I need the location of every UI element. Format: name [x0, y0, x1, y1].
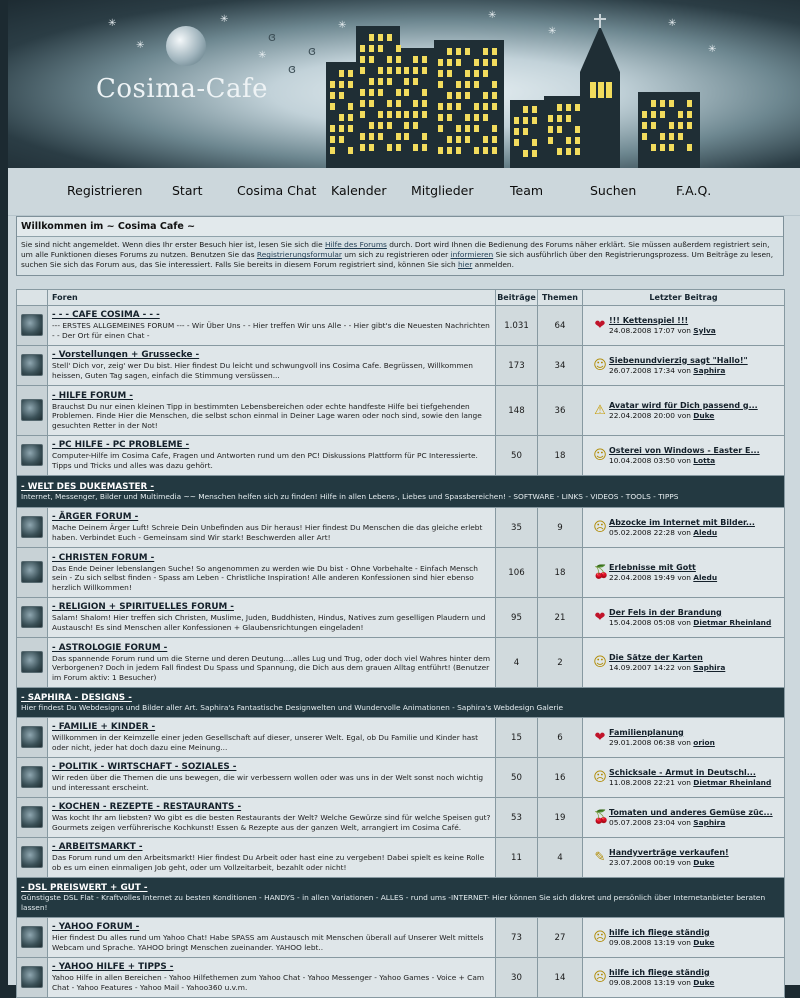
topic-count: 18: [538, 548, 583, 598]
welcome-title: Willkommen im ~ Cosima Cafe ~: [17, 217, 783, 237]
star-icon: ✳: [338, 20, 347, 31]
forum-description: Was kocht Ihr am liebsten? Wo gibt es die besten Restaurants der Welt? Welche Gewürze sind für welche Speisen gut? Gourmets zeigen verführerische Kochkunst! Essen & Rezepte aus der ganzen Welt, arrangiert im Cosima Café.: [52, 813, 491, 832]
nav-register[interactable]: Registrieren: [67, 183, 143, 198]
topic-count: 4: [538, 838, 583, 878]
forum-status-icon: [21, 516, 43, 538]
note-icon: ✎: [594, 849, 606, 865]
login-link[interactable]: hier: [457, 260, 473, 270]
sad-icon: ☹: [593, 769, 607, 785]
last-post-title[interactable]: Familienplanung: [609, 727, 684, 737]
forum-status-icon: [21, 846, 43, 868]
last-post-user[interactable]: Dietmar Rheinland: [693, 617, 772, 627]
forum-row: - FAMILIE + KINDER - Willkommen in der Keimzelle einer jeden Gesellschaft auf dieser, unserer Welt. Egal, ob Du Familie und Kinder hast oder nicht, jeder hat doch dazu eine Meinung... 15 6 ❤ Familienplanung 29.01.2008 06:38 von orion: [17, 718, 785, 758]
forum-status-icon: [21, 926, 43, 948]
forum-name[interactable]: - - - CAFE COSIMA - - -: [52, 310, 160, 321]
category-name[interactable]: - DSL PREISWERT + GUT -: [21, 882, 148, 893]
last-post-user[interactable]: Duke: [693, 937, 715, 947]
category-row: [17, 476, 785, 508]
forum-status-icon: [21, 606, 43, 628]
forum-name[interactable]: - ARBEITSMARKT -: [52, 842, 143, 853]
forum-name[interactable]: - YAHOO HILFE + TIPPS -: [52, 962, 174, 973]
forum-status-icon: [21, 726, 43, 748]
last-post-title[interactable]: Tomaten und anderes Gemüse züc...: [609, 807, 773, 817]
last-post-title[interactable]: hilfe ich fliege ständig: [609, 967, 710, 977]
last-post-title[interactable]: Die Sätze der Karten: [609, 652, 703, 662]
post-count: 50: [496, 758, 538, 798]
smile-icon: ☺: [593, 357, 607, 373]
forum-status-icon: [21, 354, 43, 376]
forum-row: - Vorstellungen + Grussecke - Stell' Dich vor, zeig' wer Du bist. Hier findest Du leicht und schwungvoll ins Cosima Cafe. Begrüssen, Willkommen heissen, Guten Tag sagen, einfach die Stimmung versüssen... 173 34 ☺ Siebenundvierzig sagt "Hallo!" 26.07.2008 17:34 von Saphira: [17, 346, 785, 386]
last-post-title[interactable]: Osterei von Windows - Easter E...: [609, 445, 760, 455]
forum-description: Yahoo Hilfe in allen Bereichen - Yahoo Hilfethemen zum Yahoo Chat - Yahoo Messenger - Yahoo Games - Voice + Cam Chat - Yahoo Features - Yahoo Mail - Yahoo360 u.v.m.: [52, 973, 485, 992]
forum-row: - HILFE FORUM - Brauchst Du nur einen kleinen Tipp in bestimmten Lebensbereichen oder echte handfeste Hilfe bei tiefgehenden Problemen. Finde Hier die Menschen, die selbst schon einmal in Deiner Lage waren oder noch sind, sowie den lange gesuchten Retter in der Not! 148 36 ⚠ Avatar wird für Dich passend g... 22.04.2008 20:00 von Duke: [17, 386, 785, 436]
forum-status-icon: [21, 444, 43, 466]
forum-description: Computer-Hilfe im Cosima Cafe, Fragen und Antworten rund um den PC! Diskussions Plattform für PC Interessierte. Tipps und Tricks und alles was dazu gehört.: [52, 451, 478, 470]
bird-icon: ɞ: [268, 30, 276, 44]
last-post-title[interactable]: Der Fels in der Brandung: [609, 607, 722, 617]
last-post-title[interactable]: hilfe ich fliege ständig: [609, 927, 710, 937]
forum-row: - POLITIK - WIRTSCHAFT - SOZIALES - Wir reden über die Themen die uns bewegen, die wir verbessern wollen oder was uns in der Welt sonst noch wichtig und interessant erscheint. 50 16 ☹ Schicksale - Armut in Deutschl... 11.08.2008 22:21 von Dietmar Rheinland: [17, 758, 785, 798]
forum-row: - - - CAFE COSIMA - - - --- ERSTES ALLGEMEINES FORUM --- - Wir Über Uns - - Hier treffen Wir uns Alle - - Hier gibt's die Neuesten Nachrichten - - Der Ort für einen Chat - 1.031 64 ❤ !!! Kettenspiel !!! 24.08.2008 17:07 von Sylva: [17, 306, 785, 346]
topic-count: 21: [538, 598, 583, 638]
forum-status-icon: [21, 766, 43, 788]
last-post-user[interactable]: Sylva: [693, 325, 716, 335]
forum-name[interactable]: - PC HILFE - PC PROBLEME -: [52, 440, 190, 451]
forum-status-icon: [21, 806, 43, 828]
forum-table-header: [17, 290, 785, 306]
last-post-date: 15.04.2008 05:08: [609, 617, 675, 627]
col-last-post: Letzter Beitrag: [583, 290, 785, 306]
post-count: 11: [496, 838, 538, 878]
forum-description: Das spannende Forum rund um die Sterne und deren Deutung....alles Lug und Trug, oder doch viel Wahres hinter dem Verborgenen? Doch in jedem Fall findest Du Spass und Spannung, die Dich aus dem grauen Alltag entführt! (Benutzer im Forum aktiv: 1 Besucher): [52, 653, 491, 682]
last-post-user[interactable]: orion: [693, 737, 715, 747]
star-icon: ✳: [258, 50, 267, 61]
forum-name[interactable]: - HILFE FORUM -: [52, 390, 133, 401]
nav-team[interactable]: Team: [510, 183, 544, 198]
city-skyline-graphic: [298, 0, 728, 168]
forum-description: Mache Deinem Ärger Luft! Schreie Dein Unbefinden aus Dir heraus! Hier findest Du Menschen die das gleiche erlebt haben. Verbindet Euch - Gemeinsam sind Wir stark! Beschwerden aller Art!: [52, 523, 483, 542]
category-description: Hier findest Du Webdesigns und Bilder aller Art. Saphira's Fantastische Designwelten und Wundervolle Animationen - Saphira's Webdesign Galerie: [21, 702, 564, 712]
forum-name[interactable]: - FAMILIE + KINDER -: [52, 722, 156, 733]
forum-row: - PC HILFE - PC PROBLEME - Computer-Hilfe im Cosima Cafe, Fragen und Antworten rund um den PC! Diskussions Plattform für PC Interessierte. Tipps und Tricks und alles was dazu gehört. 50 18 ☺ Osterei von Windows - Easter E... 10.04.2008 03:50 von Lotta: [17, 436, 785, 476]
last-post-date: 14.09.2007 14:22: [609, 662, 675, 672]
star-icon: ✳: [708, 44, 717, 55]
star-icon: ✳: [548, 26, 557, 37]
heart-icon: ❤: [594, 609, 606, 625]
inform-link[interactable]: informieren: [450, 250, 494, 260]
nav-cosima-chat[interactable]: Cosima Chat: [237, 183, 317, 198]
forum-name[interactable]: - Vorstellungen + Grussecke -: [52, 350, 200, 361]
category-name[interactable]: - WELT DES DUKEMASTER -: [21, 481, 155, 492]
forum-name[interactable]: - ÄRGER FORUM -: [52, 512, 139, 523]
forum-description: Das Forum rund um den Arbeitsmarkt! Hier findest Du Arbeit oder hast eine zu vergeben! Dabei spielt es keine Rolle ob es um einen einmaligen Job geht, oder um Vollzeitarbeit, bezahlt oder nicht!: [52, 853, 485, 872]
post-count: 148: [496, 386, 538, 436]
cherry-icon: 🍒: [593, 564, 610, 580]
post-count: 95: [496, 598, 538, 638]
forum-name[interactable]: - ASTROLOGIE FORUM -: [52, 642, 168, 653]
topic-count: 19: [538, 798, 583, 838]
registration-form-link[interactable]: Registrierungsformular: [256, 250, 342, 260]
post-count: 4: [496, 638, 538, 688]
forum-row: - YAHOO FORUM - Hier findest Du alles rund um Yahoo Chat! Habe SPASS am Austausch mit Menschen überall auf Unserer Welt mittels Webcam und Sprache. YAHOO bringt Menschen zueinander. YAHOO lebt.. 73 27 ☹ hilfe ich fliege ständig 09.08.2008 13:19 von Duke: [17, 918, 785, 958]
forum-status-icon: [21, 561, 43, 583]
post-count: 53: [496, 798, 538, 838]
forum-description: --- ERSTES ALLGEMEINES FORUM --- - Wir Über Uns - - Hier treffen Wir uns Alle - - Hier gibt's die Neuesten Nachrichten - - Der Ort für einen Chat -: [52, 321, 490, 340]
nav-calendar[interactable]: Kalender: [331, 183, 387, 198]
forum-name[interactable]: - YAHOO FORUM -: [52, 922, 140, 933]
category-row: [17, 878, 785, 918]
last-post-date: 05.07.2008 23:04: [609, 817, 675, 827]
post-count: 173: [496, 346, 538, 386]
warning-icon: ⚠: [594, 402, 606, 418]
smile-icon: ☺: [593, 447, 607, 463]
forum-name[interactable]: - POLITIK - WIRTSCHAFT - SOZIALES -: [52, 762, 237, 773]
last-post-user[interactable]: Dietmar Rheinland: [693, 777, 772, 787]
category-row: [17, 688, 785, 718]
forum-name[interactable]: - RELIGION + SPIRITUELLES FORUM -: [52, 602, 234, 613]
star-icon: ✳: [136, 40, 145, 51]
main-navigation: [8, 168, 800, 216]
bird-icon: ɞ: [308, 44, 316, 58]
forum-description: Stell' Dich vor, zeig' wer Du bist. Hier findest Du leicht und schwungvoll ins Cosima Cafe. Begrüssen, Willkommen heissen, Guten Tag sagen, einfach die Stimmung versüssen...: [52, 361, 473, 380]
site-logo[interactable]: Cosima-Cafe: [96, 74, 269, 104]
last-post-title[interactable]: Abzocke im Internet mit Bilder...: [609, 517, 755, 527]
last-post-date: 29.01.2008 06:38: [609, 737, 675, 747]
sad-icon: ☹: [593, 969, 607, 985]
post-count: 50: [496, 436, 538, 476]
col-forums: Foren: [48, 290, 496, 306]
forum-table: [16, 289, 785, 998]
last-post-title[interactable]: !!! Kettenspiel !!!: [609, 315, 689, 325]
forum-row: - YAHOO HILFE + TIPPS - Yahoo Hilfe in allen Bereichen - Yahoo Hilfethemen zum Yahoo Chat - Yahoo Messenger - Yahoo Games - Voice + Cam Chat - Yahoo Features - Yahoo Mail - Yahoo360 u.v.m. 30 14 ☹ hilfe ich fliege ständig 09.08.2008 13:19 von Duke: [17, 958, 785, 998]
forum-row: - CHRISTEN FORUM - Das Ende Deiner lebenslangen Suche! So angenommen zu werden wie Du bist - Ohne Vorbehalte - Einfach Mensch sein - Zu sich selbst finden - Spass am Leben - Christliche Inspiration! Alle anderen Konfessionen sind hier ebenso herzlich Willkommen! 106 18 🍒 Erlebnisse mit Gott 22.04.2008 19:49 von Aledu: [17, 548, 785, 598]
nav-start[interactable]: Start: [172, 183, 203, 198]
post-count: 30: [496, 958, 538, 998]
star-icon: ✳: [220, 14, 229, 25]
angry-icon: ☹: [593, 519, 607, 535]
last-post-title[interactable]: Avatar wird für Dich passend g...: [609, 400, 758, 410]
topic-count: 18: [538, 436, 583, 476]
topic-count: 34: [538, 346, 583, 386]
post-count: 15: [496, 718, 538, 758]
last-post-title[interactable]: Handyverträge verkaufen!: [609, 847, 729, 857]
forum-status-icon: [21, 399, 43, 421]
last-post-user[interactable]: Aledu: [693, 527, 718, 537]
last-post-user[interactable]: Lotta: [693, 455, 716, 465]
category-description: Internet, Messenger, Bilder und Multimedia ~~ Menschen helfen sich zu finden! Hilfe in allen Lebens-, Liebes und Spassbereichen! - SOFTWARE - LINKS - VIDEOS - TOOLS - TIPPS: [21, 491, 679, 501]
topic-count: 9: [538, 508, 583, 548]
post-count: 35: [496, 508, 538, 548]
bird-icon: ɞ: [288, 62, 296, 76]
last-post-title[interactable]: Schicksale - Armut in Deutschl...: [609, 767, 756, 777]
welcome-text: Sie sind nicht angemeldet. Wenn dies Ihr erster Besuch hier ist, lesen Sie sich die Hilfe des Forums durch. Dort wird Ihnen die Bedienung des Forums näher erklärt. Sie müssen außerdem registriert sein, um alle Funktionen dieses Forums zu nutzen. Benutzen Sie das Registrierungsformular um sich zu registrieren oder informieren Sie sich ausführlich über den Registrierungsprozess. Um Beiträge zu lesen, suchen Sie sich das Forum aus, das Sie interessiert. Falls Sie bereits in diesem Forum registriert sind, können Sie sich hier anmelden.: [21, 240, 774, 270]
topic-count: 27: [538, 918, 583, 958]
last-post-date: 05.02.2008 22:28: [609, 527, 675, 537]
star-icon: ✳: [108, 18, 117, 29]
sad-icon: ☹: [593, 929, 607, 945]
last-post-date: 24.08.2008 17:07: [609, 325, 675, 335]
col-posts: Beiträge: [496, 290, 538, 306]
last-post-user[interactable]: Duke: [693, 857, 715, 867]
forum-status-icon: [21, 651, 43, 673]
forum-description: Salam! Shalom! Hier treffen sich Christen, Muslime, Juden, Buddhisten, Hindus, Natives zum geselligen Plaudern und Austausch! Es sind Menschen aller Konfessionen + Glaubensrichtungen eingeladen!: [52, 613, 486, 632]
last-post-title[interactable]: Siebenundvierzig sagt "Hallo!": [609, 355, 748, 365]
forum-description: Hier findest Du alles rund um Yahoo Chat! Habe SPASS am Austausch mit Menschen überall auf Unserer Welt mittels Webcam und Sprache. YAHOO bringt Menschen zueinander. YAHOO lebt..: [52, 933, 484, 952]
nav-faq[interactable]: F.A.Q.: [676, 183, 712, 198]
cherry-icon: 🍒: [593, 809, 610, 825]
star-icon: ✳: [668, 18, 677, 29]
last-post-user[interactable]: Duke: [693, 410, 715, 420]
forum-description: Wir reden über die Themen die uns bewegen, die wir verbessern wollen oder was uns in der Welt sonst noch wichtig und interessant erscheint.: [52, 773, 484, 792]
forum-description: Das Ende Deiner lebenslangen Suche! So angenommen zu werden wie Du bist - Ohne Vorbehalte - Einfach Mensch sein - Zu sich selbst finden - Spass am Leben - Christliche Inspiration! Alle anderen Konfessionen sind hier ebenso herzlich Willkommen!: [52, 563, 478, 592]
category-name[interactable]: - SAPHIRA - DESIGNS -: [21, 692, 132, 703]
topic-count: 6: [538, 718, 583, 758]
moon-graphic: [166, 26, 206, 66]
nav-search[interactable]: Suchen: [590, 183, 637, 198]
forum-row: - KOCHEN - REZEPTE - RESTAURANTS - Was kocht Ihr am liebsten? Wo gibt es die besten Restaurants der Welt? Welche Gewürze sind für welche Speisen gut? Gourmets zeigen verführerische Kochkunst! Essen & Rezepte aus der ganzen Welt, arrangiert im Cosima Café. 53 19 🍒 Tomaten und anderes Gemüse züc... 05.07.2008 23:04 von Saphira: [17, 798, 785, 838]
star-icon: ✳: [488, 10, 497, 21]
help-link[interactable]: Hilfe des Forums: [324, 240, 387, 249]
last-post-date: 09.08.2008 13:19: [609, 937, 675, 947]
col-topics: Themen: [538, 290, 583, 306]
forum-row: - ARBEITSMARKT - Das Forum rund um den Arbeitsmarkt! Hier findest Du Arbeit oder hast eine zu vergeben! Dabei spielt es keine Rolle ob es um einen einmaligen Job geht, oder um Vollzeitarbeit, bezahlt oder nicht! 11 4 ✎ Handyverträge verkaufen! 23.07.2008 00:19 von Duke: [17, 838, 785, 878]
last-post-user[interactable]: Saphira: [693, 662, 726, 672]
heart-icon: ❤: [594, 729, 606, 745]
forum-description: Brauchst Du nur einen kleinen Tipp in bestimmten Lebensbereichen oder echte handfeste Hilfe bei tiefgehenden Problemen. Finde Hier die Menschen, die selbst schon einmal in Deiner Lage waren oder noch sind, sowie den lange gesuchten Retter in der Not!: [52, 401, 482, 430]
forum-status-icon: [21, 966, 43, 988]
topic-count: 16: [538, 758, 583, 798]
last-post-date: 23.07.2008 00:19: [609, 857, 675, 867]
category-description: Günstigste DSL Flat - Kraftvolles Internet zu besten Konditionen - HANDYS - in allen Variationen - ALLES - rund ums -INTERNET- Hier können Sie sich diskret und persönlich über Internetanbieter beraten lassen!: [21, 892, 766, 912]
last-post-date: 10.04.2008 03:50: [609, 455, 675, 465]
forum-status-icon: [21, 314, 43, 336]
nav-members[interactable]: Mitglieder: [411, 183, 474, 198]
post-count: 73: [496, 918, 538, 958]
topic-count: 64: [538, 306, 583, 346]
forum-row: - RELIGION + SPIRITUELLES FORUM - Salam! Shalom! Hier treffen sich Christen, Muslime, Juden, Buddhisten, Hindus, Natives zum geselligen Plaudern und Austausch! Es sind Menschen aller Konfessionen + Glaubensrichtungen eingeladen! 95 21 ❤ Der Fels in der Brandung 15.04.2008 05:08 von Dietmar Rheinland: [17, 598, 785, 638]
post-count: 1.031: [496, 306, 538, 346]
forum-description: Willkommen in der Keimzelle einer jeden Gesellschaft auf dieser, unserer Welt. Egal, ob Du Familie und Kinder hast oder nicht, jeder hat doch dazu eine Meinung...: [52, 733, 479, 752]
forum-name[interactable]: - CHRISTEN FORUM -: [52, 552, 155, 563]
last-post-date: 09.08.2008 13:19: [609, 977, 675, 987]
post-count: 106: [496, 548, 538, 598]
last-post-title[interactable]: Erlebnisse mit Gott: [609, 562, 696, 572]
page: [8, 0, 800, 992]
forum-row: - ASTROLOGIE FORUM - Das spannende Forum rund um die Sterne und deren Deutung....alles Lug und Trug, oder doch viel Wahres hinter dem Verborgenen? Doch in jedem Fall findest Du Spass und Spannung, die Dich aus dem grauen Alltag entführt! (Benutzer im Forum aktiv: 1 Besucher) 4 2 ☺ Die Sätze der Karten 14.09.2007 14:22 von Saphira: [17, 638, 785, 688]
last-post-user[interactable]: Saphira: [693, 365, 726, 375]
last-post-user[interactable]: Aledu: [693, 572, 718, 582]
forum-row: - ÄRGER FORUM - Mache Deinem Ärger Luft! Schreie Dein Unbefinden aus Dir heraus! Hier findest Du Menschen die das gleiche erlebt haben. Verbindet Euch - Gemeinsam sind Wir stark! Beschwerden aller Art! 35 9 ☹ Abzocke im Internet mit Bilder... 05.02.2008 22:28 von Aledu: [17, 508, 785, 548]
last-post-user[interactable]: Duke: [693, 977, 715, 987]
topic-count: 36: [538, 386, 583, 436]
site-header: [8, 0, 800, 168]
heart-icon: ❤: [594, 317, 606, 333]
topic-count: 2: [538, 638, 583, 688]
last-post-user[interactable]: Saphira: [693, 817, 726, 827]
last-post-date: 22.04.2008 19:49: [609, 572, 675, 582]
topic-count: 14: [538, 958, 583, 998]
last-post-date: 22.04.2008 20:00: [609, 410, 675, 420]
welcome-box: [16, 216, 784, 276]
smile-icon: ☺: [593, 654, 607, 670]
last-post-date: 11.08.2008 22:21: [609, 777, 675, 787]
forum-name[interactable]: - KOCHEN - REZEPTE - RESTAURANTS -: [52, 802, 242, 813]
last-post-date: 26.07.2008 17:34: [609, 365, 675, 375]
